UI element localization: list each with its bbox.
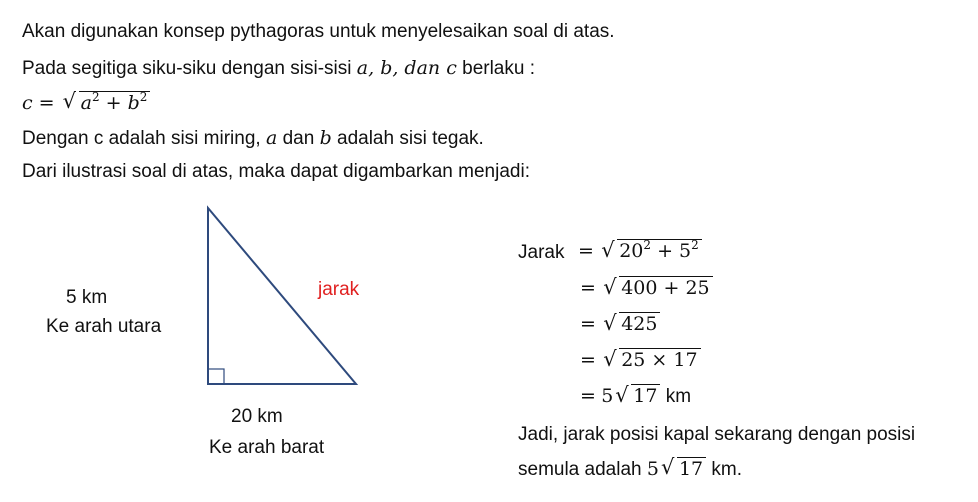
conclusion-sqrt — [661, 457, 706, 481]
calc-row-4-sqrt — [603, 349, 700, 371]
intro-line-4-b: b — [319, 127, 332, 149]
formula-plus: + — [99, 92, 128, 114]
formula-a: a — [80, 92, 92, 114]
intro-line-4-a: a — [265, 127, 278, 149]
conclusion-radicand: 17 — [677, 457, 706, 480]
intro-line-2-post: berlaku : — [456, 58, 535, 79]
conclusion-coef: 5 — [646, 458, 659, 480]
calc-row-2 — [580, 277, 713, 300]
calc-row-3-sqrt — [603, 313, 660, 335]
intro-line-4-post: adalah sisi tegak. — [331, 128, 484, 149]
left-side-desc: Ke arah utara — [46, 316, 162, 337]
intro-line-2-math: a, b, dan c — [356, 57, 457, 79]
calc-row-2-eq: = — [580, 277, 596, 299]
formula-a-exp: 2 — [91, 90, 100, 104]
calc-row-2-radicand: 400 + 25 — [619, 276, 712, 299]
conclusion-line-2-pre: semula adalah — [518, 459, 647, 480]
calc-row-5-coef: 5 — [601, 385, 614, 407]
calc-row-1 — [578, 240, 702, 263]
calc-row-1-plus: + — [651, 240, 680, 262]
calc-row-1-eq: = — [578, 240, 594, 262]
calc-row-1-a-exp: 2 — [643, 238, 652, 252]
calc-row-1-sqrt — [601, 240, 702, 262]
bottom-side-desc: Ke arah barat — [209, 437, 325, 458]
bottom-side-value: 20 km — [231, 406, 283, 427]
intro-line-4-mid: dan — [277, 128, 320, 149]
left-side-value: 5 km — [66, 287, 108, 308]
intro-line-5: Dari ilustrasi soal di atas, maka dapat digambarkan menjadi: — [22, 161, 530, 182]
formula-b-exp: 2 — [139, 90, 148, 104]
intro-line-4-pre: Dengan c adalah sisi miring, — [22, 128, 266, 149]
calc-row-4-eq: = — [580, 349, 596, 371]
intro-line-2-pre: Pada segitiga siku-siku dengan sisi-sisi — [22, 58, 357, 79]
calc-row-3-radicand: 425 — [619, 312, 660, 335]
calc-row-5-eq: = — [580, 385, 596, 407]
calc-row-5 — [580, 385, 691, 408]
calc-label: Jarak — [518, 242, 565, 263]
conclusion-line-1: Jadi, jarak posisi kapal sekarang dengan posisi — [518, 424, 916, 445]
calc-row-1-a: 20 — [619, 240, 644, 262]
formula-b: b — [127, 92, 140, 114]
calc-row-3 — [580, 313, 660, 336]
right-angle-marker — [208, 369, 224, 384]
formula-lhs: c = — [22, 92, 61, 114]
calc-row-5-sqrt — [615, 385, 660, 407]
hypotenuse-label: jarak — [318, 279, 360, 300]
intro-line-1: Akan digunakan konsep pythagoras untuk menyelesaikan soal di atas. — [22, 21, 615, 42]
calc-row-3-eq: = — [580, 313, 596, 335]
conclusion-line-2 — [518, 457, 742, 482]
calc-row-5-radicand: 17 — [631, 384, 660, 407]
calc-row-4 — [580, 349, 701, 372]
calc-row-1-b-exp: 2 — [691, 238, 699, 252]
conclusion-unit: km. — [706, 459, 743, 480]
calc-row-2-sqrt — [603, 277, 712, 299]
calc-row-1-b: 5 — [679, 240, 692, 262]
calc-row-4-radicand: 25 × 17 — [619, 348, 700, 371]
calc-row-5-unit: km — [660, 386, 692, 407]
